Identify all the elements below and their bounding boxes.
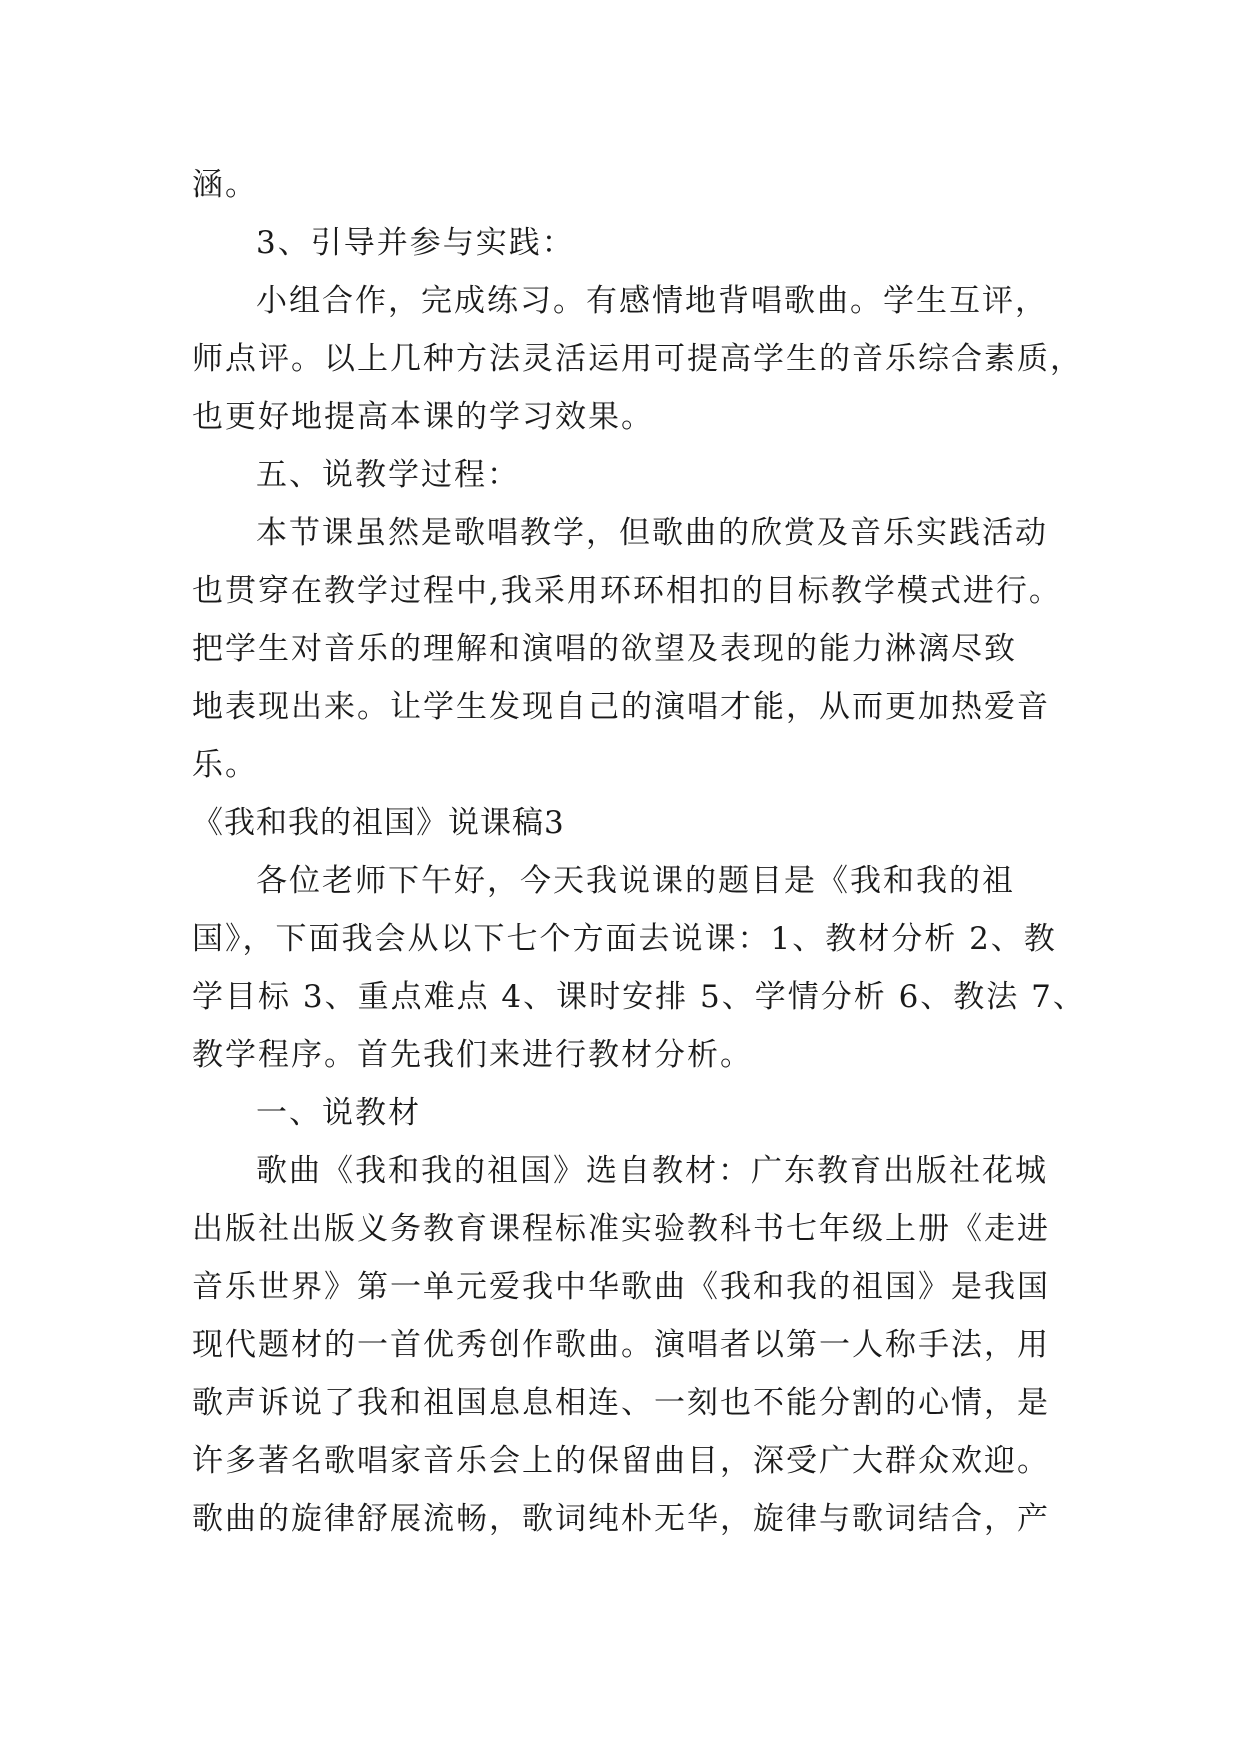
text-line: 学目标 3、重点难点 4、课时安排 5、学情分析 6、教法 7、 bbox=[192, 979, 1086, 1015]
text-line: 歌声诉说了我和祖国息息相连、一刻也不能分割的心情，是 bbox=[192, 1385, 1050, 1421]
text-line: 国》，下面我会从以下七个方面去说课：1、教材分析 2、教 bbox=[192, 921, 1057, 957]
text-line: 把学生对音乐的理解和演唱的欲望及表现的能力淋漓尽致 bbox=[192, 631, 1017, 667]
text-line: 也贯穿在教学过程中,我采用环环相扣的目标教学模式进行。 bbox=[192, 573, 1062, 609]
section-heading: 五、说教学过程： bbox=[256, 457, 520, 493]
document-body bbox=[192, 156, 1086, 1548]
text-line: 涵。 bbox=[192, 167, 258, 203]
text-line: 本节课虽然是歌唱教学，但歌曲的欣赏及音乐实践活动 bbox=[256, 515, 1048, 551]
text-line: 歌曲《我和我的祖国》选自教材：广东教育出版社花城 bbox=[256, 1153, 1048, 1189]
text-line: 也更好地提高本课的学习效果。 bbox=[192, 399, 654, 435]
document-title: 《我和我的祖国》说课稿3 bbox=[192, 805, 565, 841]
text-line: 小组合作，完成练习。有感情地背唱歌曲。学生互评， bbox=[256, 283, 1048, 319]
text-line: 许多著名歌唱家音乐会上的保留曲目，深受广大群众欢迎。 bbox=[192, 1443, 1050, 1479]
section-heading: 一、说教材 bbox=[256, 1095, 421, 1131]
text-line: 音乐世界》第一单元爱我中华歌曲《我和我的祖国》是我国 bbox=[192, 1269, 1050, 1305]
text-line: 歌曲的旋律舒展流畅，歌词纯朴无华，旋律与歌词结合，产 bbox=[192, 1501, 1050, 1537]
text-line: 地表现出来。让学生发现自己的演唱才能，从而更加热爱音 bbox=[192, 689, 1050, 725]
text-line: 教学程序。首先我们来进行教材分析。 bbox=[192, 1037, 753, 1073]
text-line: 师点评。以上几种方法灵活运用可提高学生的音乐综合素质， bbox=[192, 341, 1083, 377]
text-line: 现代题材的一首优秀创作歌曲。演唱者以第一人称手法，用 bbox=[192, 1327, 1050, 1363]
text-line: 3、引导并参与实践： bbox=[256, 225, 575, 261]
text-line: 出版社出版义务教育课程标准实验教科书七年级上册《走进 bbox=[192, 1211, 1050, 1247]
text-line: 各位老师下午好，今天我说课的题目是《我和我的祖 bbox=[256, 863, 1015, 899]
text-line: 乐。 bbox=[192, 747, 258, 783]
